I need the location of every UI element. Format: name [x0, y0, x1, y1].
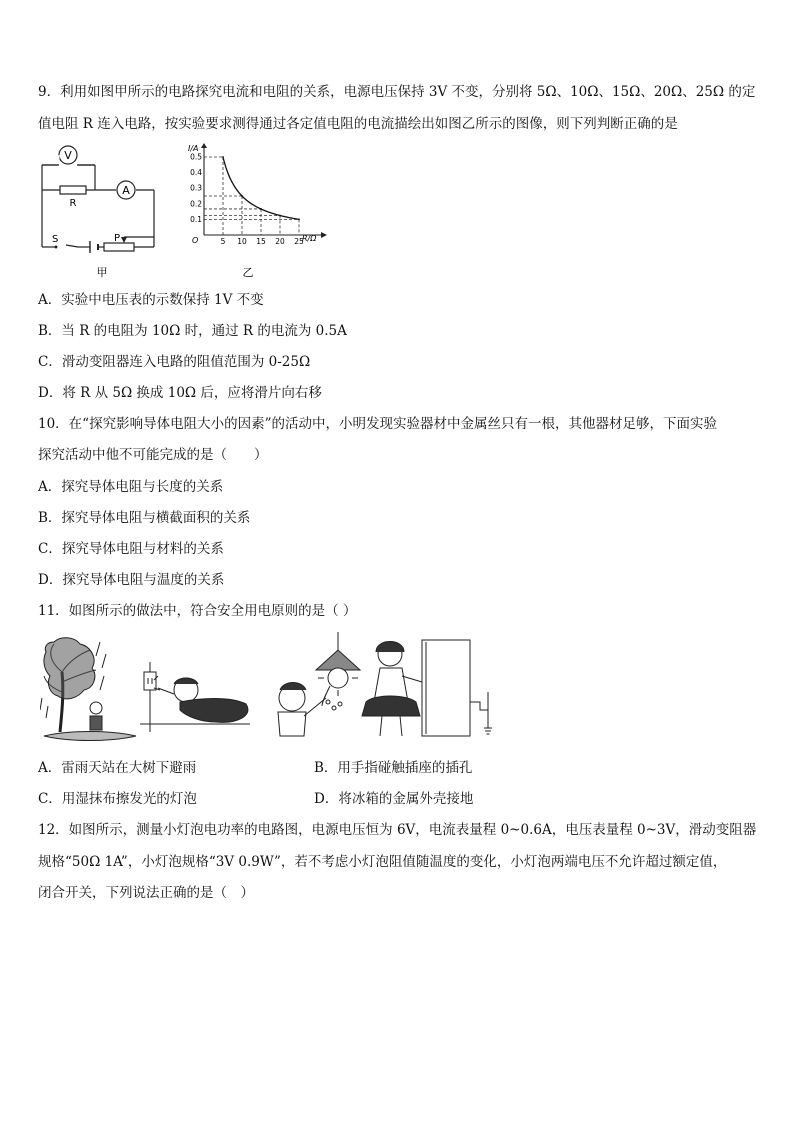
rheostat: [104, 243, 134, 251]
y-axis-label: I/A: [188, 144, 199, 153]
ammeter-label: A: [122, 184, 130, 197]
fig-jia-caption: 甲: [96, 266, 108, 279]
x-tick-label-1: 10: [237, 237, 247, 246]
q9-stem-line2: 值电阻 R 连入电路，按实验要求测得通过各定值电阻的电流描绘出如图乙所示的图像，则下列判断正确的是: [38, 116, 678, 132]
q9-option-d: D．将 R 从 5Ω 换成 10Ω 后，应将滑片向右移: [38, 385, 322, 401]
q10-stem-line2: 探究活动中他不可能完成的是（ ）: [38, 447, 268, 463]
q11-illustrations: [40, 632, 510, 747]
q11-stem: 11．如图所示的做法中，符合安全用电原则的是（ ）: [38, 603, 357, 619]
q10-option-b: B．探究导体电阻与横截面积的关系: [38, 510, 251, 526]
q11-option-d: D．将冰箱的金属外壳接地: [314, 791, 474, 807]
y-axis-arrow: [201, 143, 207, 148]
resistor-label: R: [69, 198, 77, 209]
q12-stem-line2: 规格“50Ω 1A”，小灯泡规格“3V 0.9W”，若不考虑小灯泡阻值随温度的变化，小灯泡两端电压不允许超过额定值，: [38, 854, 727, 870]
illustration-socket: [140, 662, 250, 732]
q10-option-a: A．探究导体电阻与长度的关系: [38, 479, 224, 495]
data-point-4: [298, 219, 300, 221]
y-tick-label-0: 0.1: [190, 214, 202, 224]
slider-arrow: [121, 237, 127, 243]
q12-stem-line1: 12．如图所示，测量小灯泡电功率的电路图，电源电压恒为 6V，电流表量程 0~0.6A，电压表量程 0~3V，滑动变阻器: [38, 822, 757, 838]
data-point-3: [279, 215, 281, 217]
x-axis-label: R/Ω: [302, 234, 317, 243]
q9-graph-figure: [186, 143, 336, 283]
q9-stem-line1: 9．利用如图甲所示的电路探究电流和电阻的关系，电源电压保持 3V 不变，分别将 5Ω、10Ω、15Ω、20Ω、25Ω 的定: [38, 84, 756, 100]
x-tick-label-0: 5: [220, 237, 226, 246]
q9-circuit-figure: [38, 143, 168, 283]
illustration-tree-rain: [40, 638, 136, 741]
x-tick-label-2: 15: [256, 237, 266, 246]
q11-option-c: C．用湿抹布擦发光的灯泡: [38, 791, 197, 807]
q10-option-d: D．探究导体电阻与温度的关系: [38, 572, 225, 588]
y-tick-label-4: 0.5: [190, 152, 202, 162]
y-tick-label-1: 0.2: [190, 199, 202, 209]
slider-label: P: [114, 233, 121, 244]
q10-stem-line1: 10．在“探究影响导体电阻大小的因素”的活动中，小明发现实验器材中金属丝只有一根，其他器材足够，下面实验: [38, 416, 717, 432]
q9-option-a: A．实验中电压表的示数保持 1V 不变: [38, 292, 264, 308]
q9-option-c: C．滑动变阻器连入电路的阻值范围为 0-25Ω: [38, 354, 311, 370]
x-tick-label-4: 25: [294, 237, 304, 246]
x-tick-label-3: 20: [275, 237, 285, 246]
voltmeter-label: V: [64, 149, 72, 162]
y-tick-label-3: 0.4: [190, 168, 202, 178]
illustration-bulb-wipe: [278, 632, 360, 736]
switch-contact: [55, 246, 58, 249]
data-point-1: [241, 195, 243, 197]
illustration-fridge: [362, 640, 492, 736]
fig-yi-caption: 乙: [242, 266, 254, 279]
q11-option-a: A．雷雨天站在大树下避雨: [38, 760, 197, 776]
switch-label: S: [52, 234, 59, 245]
q10-option-c: C．探究导体电阻与材料的关系: [38, 541, 224, 557]
data-point-2: [260, 208, 262, 210]
q9-option-b: B．当 R 的电阻为 10Ω 时，通过 R 的电流为 0.5A: [38, 323, 347, 339]
data-point-0: [222, 156, 224, 158]
resistor-r: [60, 186, 86, 194]
q12-stem-line3: 闭合开关，下列说法正确的是（ ）: [38, 885, 254, 901]
y-tick-label-2: 0.3: [190, 183, 202, 193]
x-axis-arrow: [321, 232, 327, 238]
q11-option-b: B．用手指碰触插座的插孔: [314, 760, 473, 776]
origin-label: O: [192, 236, 199, 245]
